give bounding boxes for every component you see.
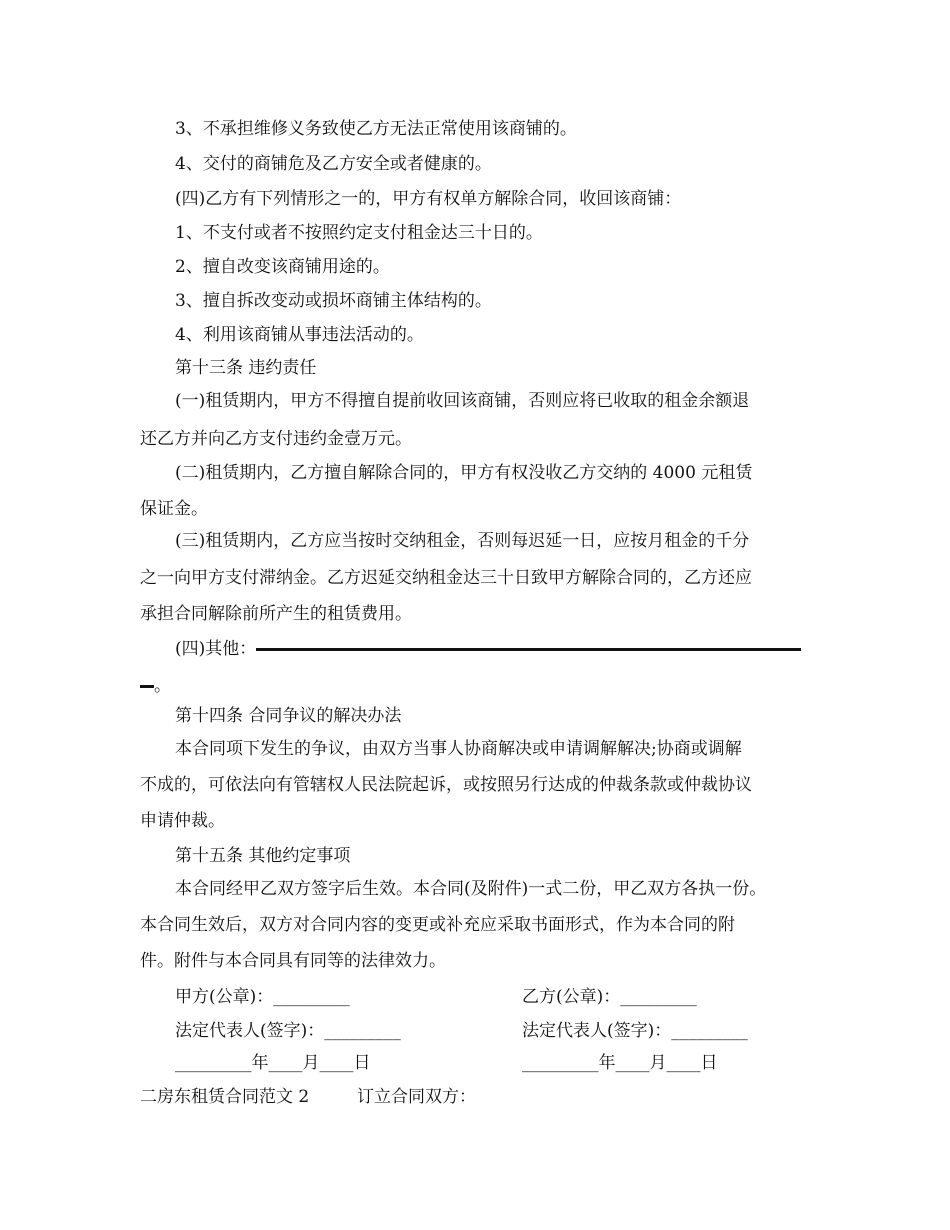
clause-line: 承担合同解除前所产生的租赁费用。	[140, 604, 412, 624]
clause-line: 3、不承担维修义务致使乙方无法正常使用该商铺的。	[175, 119, 577, 139]
article-heading: 第十五条 其他约定事项	[175, 846, 351, 866]
clause-line: 本合同经甲乙双方签字后生效。本合同(及附件)一式二份，甲乙双方各执一份。	[175, 879, 767, 899]
clause-line: 1、不支付或者不按照约定支付租金达三十日的。	[175, 223, 543, 243]
party-a-representative: 法定代表人(签字)：_________	[175, 1021, 401, 1041]
clause-line: 保证金。	[140, 499, 208, 519]
article-heading: 第十四条 合同争议的解决办法	[175, 706, 402, 726]
next-document-intro: 订立合同双方：	[357, 1087, 476, 1107]
party-a-seal: 甲方(公章)：_________	[175, 987, 350, 1007]
party-b-representative: 法定代表人(签字)：_________	[522, 1021, 748, 1041]
clause-line: 之一向甲方支付滞纳金。乙方迟延交纳租金达三十日致甲方解除合同的，乙方还应	[140, 568, 752, 588]
other-terms-line	[175, 638, 830, 660]
clause-line: 还乙方并向乙方支付违约金壹万元。	[140, 429, 412, 449]
clause-line: (三)租赁期内，乙方应当按时交纳租金，否则每迟延一日，应按月租金的千分	[175, 531, 750, 551]
next-document-title: 二房东租赁合同范文 2	[140, 1087, 310, 1107]
clause-line: 件。附件与本合同具有同等的法律效力。	[140, 951, 446, 971]
party-b-date: _________年____月____日	[522, 1053, 718, 1073]
period-mark: 。	[154, 676, 171, 696]
clause-line: 4、交付的商铺危及乙方安全或者健康的。	[175, 154, 492, 174]
clause-line: (二)租赁期内，乙方擅自解除合同的，甲方有权没收乙方交纳的 4000 元租赁	[175, 463, 753, 483]
party-a-date: _________年____月____日	[175, 1053, 371, 1073]
clause-line: 申请仲裁。	[140, 811, 225, 831]
clause-line: 2、擅自改变该商铺用途的。	[175, 257, 390, 277]
clause-line: 不成的，可依法向有管辖权人民法院起诉，或按照另行达成的仲裁条款或仲裁协议	[140, 775, 752, 795]
clause-line: 本合同生效后，双方对合同内容的变更或补充应采取书面形式，作为本合同的附	[140, 915, 735, 935]
clause-line: 本合同项下发生的争议，由双方当事人协商解决或申请调解解决;协商或调解	[175, 739, 742, 759]
clause-line: 3、擅自拆改变动或损坏商铺主体结构的。	[175, 291, 492, 311]
fill-in-blank	[140, 685, 154, 688]
fill-in-blank	[256, 648, 801, 651]
clause-line: 4、利用该商铺从事违法活动的。	[175, 325, 424, 345]
clause-line: (四)乙方有下列情形之一的，甲方有权单方解除合同，收回该商铺：	[175, 189, 682, 209]
other-terms-continuation	[140, 675, 830, 697]
party-b-seal: 乙方(公章)：_________	[522, 987, 697, 1007]
other-terms-label: (四)其他：	[175, 639, 257, 659]
article-heading: 第十三条 违约责任	[175, 358, 317, 378]
clause-line: (一)租赁期内，甲方不得擅自提前收回该商铺，否则应将已收取的租金余额退	[175, 391, 750, 411]
